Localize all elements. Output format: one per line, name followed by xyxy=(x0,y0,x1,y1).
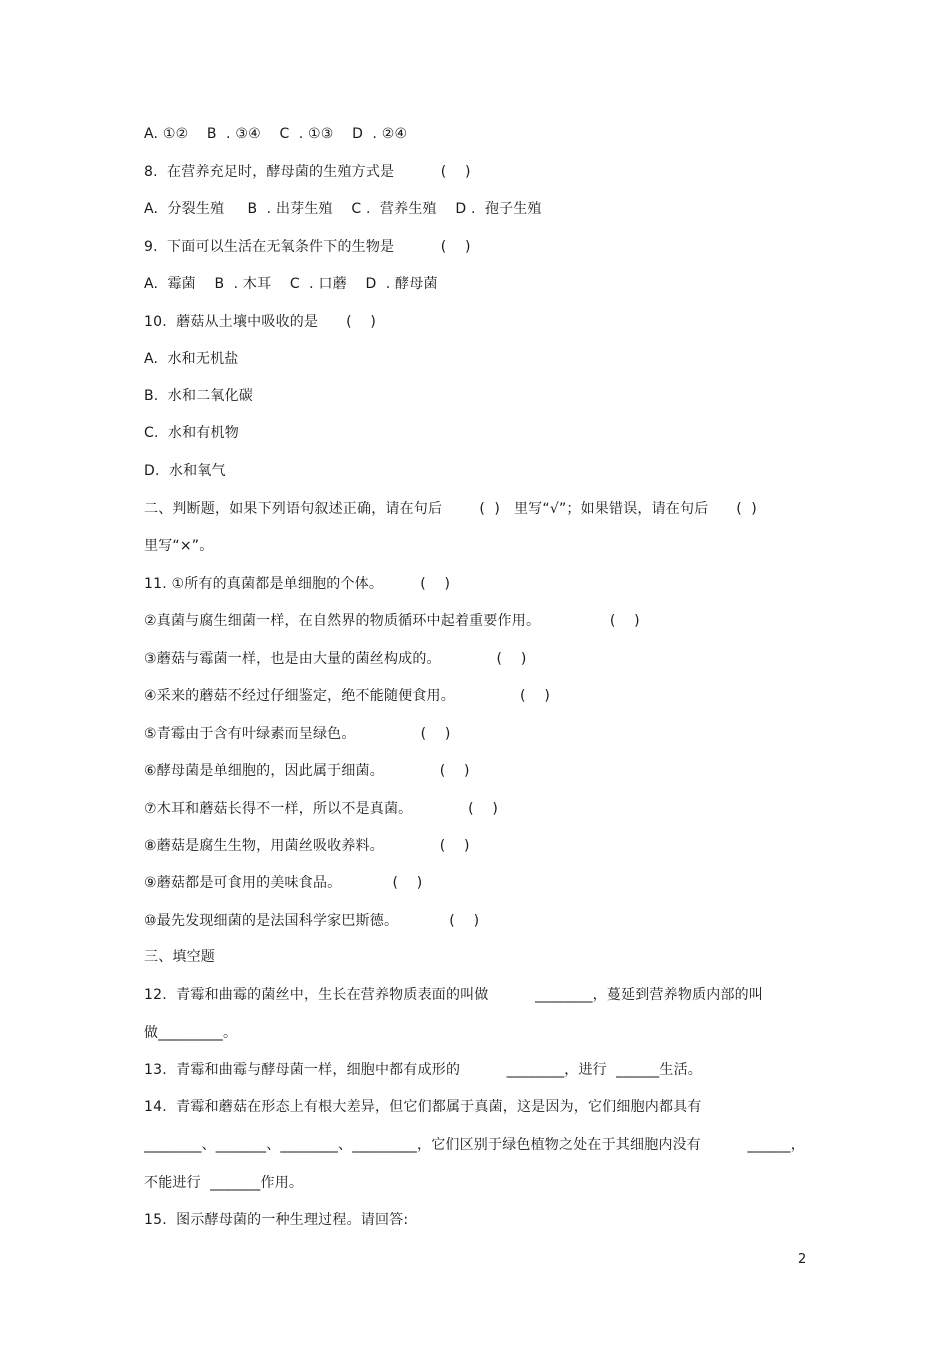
page-number: 2 xyxy=(798,1252,807,1267)
q11-item-5: ⑤青霉由于含有叶绿素而呈绿色。 ( ) xyxy=(144,726,451,742)
q11-item-9: ⑨蘑菇都是可食用的美味食品。 ( ) xyxy=(144,875,423,891)
q11-item-2: ②真菌与腐生细菌一样，在自然界的物质循环中起着重要作用。 ( ) xyxy=(144,613,640,629)
q14-stem-end: 不能进行 _______作用。 xyxy=(144,1175,304,1191)
q13-stem: 13. 青霉和曲霉与酵母菌一样，细胞中都有成形的 ________，进行 ______生活。 xyxy=(144,1062,702,1078)
q15-stem: 15. 图示酵母菌的一种生理过程。请回答: xyxy=(144,1212,409,1228)
q10-option-a: A. 水和无机盐 xyxy=(144,351,239,367)
q11-item-8: ⑧蘑菇是腐生生物，用菌丝吸收养料。 ( ) xyxy=(144,838,470,854)
q10-stem: 10. 蘑菇从土壤中吸收的是 ( ) xyxy=(144,314,376,330)
q12-stem-cont: 做_________。 xyxy=(144,1025,238,1041)
q11-item-1: 11. ①所有的真菌都是单细胞的个体。 ( ) xyxy=(144,576,451,592)
q11-item-6: ⑥酵母菌是单细胞的，因此属于细菌。 ( ) xyxy=(144,763,470,779)
q11-item-3: ③蘑菇与霉菌一样，也是由大量的菌丝构成的。 ( ) xyxy=(144,651,527,667)
q11-item-4: ④采来的蘑菇不经过仔细鉴定，绝不能随便食用。 ( ) xyxy=(144,688,550,704)
q14-stem: 14. 青霉和蘑菇在形态上有根大差异，但它们都属于真菌，这是因为，它们细胞内都具有 xyxy=(144,1099,702,1115)
q9-options: A. 霉菌 B . 木耳 C . 口蘑 D . 酵母菌 xyxy=(144,276,438,292)
q10-option-d: D. 水和氧气 xyxy=(144,463,226,479)
q8-options: A. 分裂生殖 B . 出芽生殖 C . 营养生殖 D . 孢子生殖 xyxy=(144,201,542,217)
q10-option-b: B. 水和二氧化碳 xyxy=(144,388,253,404)
section3-heading: 三、填空题 xyxy=(144,949,215,965)
q7-options: A. ①② B . ③④ C . ①③ D . ②④ xyxy=(144,126,408,142)
q12-stem: 12. 青霉和曲霉的菌丝中，生长在营养物质表面的叫做 ________，蔓延到营养物质内部的叫 xyxy=(144,987,764,1003)
q9-stem: 9. 下面可以生活在无氧条件下的生物是 ( ) xyxy=(144,239,471,255)
q11-item-7: ⑦木耳和蘑菇长得不一样，所以不是真菌。 ( ) xyxy=(144,801,499,817)
section2-heading: 二、判断题，如果下列语句叙述正确，请在句后 ( ) 里写“√”；如果错误，请在句后 ( ) xyxy=(144,501,757,517)
q8-stem: 8. 在营养充足时，酵母菌的生殖方式是 ( ) xyxy=(144,164,471,180)
q10-option-c: C. 水和有机物 xyxy=(144,425,239,441)
q14-blanks: ________、_______、________、_________，它们区别于绿色植物之处在于其细胞内没有 ______， xyxy=(144,1137,805,1153)
section2-heading-cont: 里写“×”。 xyxy=(144,538,214,554)
q11-item-10: ⑩最先发现细菌的是法国科学家巴斯德。 ( ) xyxy=(144,913,480,929)
